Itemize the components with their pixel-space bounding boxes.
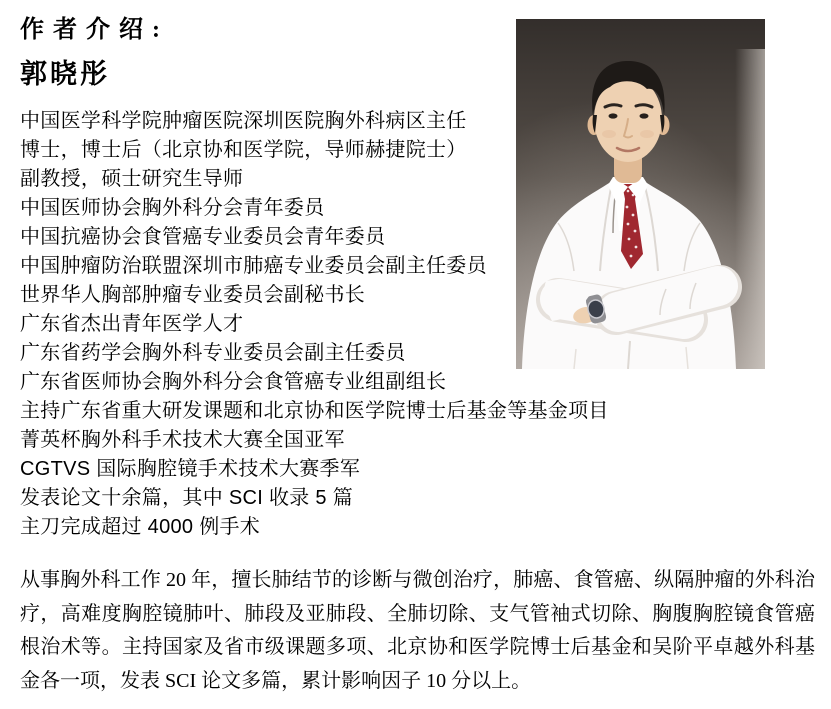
credential-item: 博士，博士后（北京协和医学院，导师赫捷院士） <box>20 139 467 161</box>
credential-item: 中国抗癌协会食管癌专业委员会青年委员 <box>20 226 386 248</box>
credential-item: 菁英杯胸外科手术技术大赛全国亚军 <box>20 429 345 451</box>
author-photo <box>516 19 765 369</box>
bio-paragraph: 从事胸外科工作 20 年，擅长肺结节的诊断与微创治疗，肺癌、食管癌、纵隔肿瘤的外科治疗，高难度胸腔镜肺叶、肺段及亚肺段、全肺切除、支气管袖式切除、胸腹胸腔镜食管癌根治术等。主持国家及省市级课题多项、北京协和医学院博士后基金和吴阶平卓越外科基金各一项，发表 SCI 论文多篇，累计影响因子 10 分以上。 <box>20 569 815 692</box>
eye-left <box>609 113 618 118</box>
credential-item: CGTVS 国际胸腔镜手术技术大赛季军 <box>20 458 361 480</box>
credential-item: 主刀完成超过 4000 例手术 <box>20 516 261 538</box>
crossed-arms <box>544 279 720 325</box>
page-title: 作者介绍: <box>20 17 169 43</box>
credential-item: 中国医学科学院肿瘤医院深圳医院胸外科病区主任 <box>20 110 467 132</box>
credential-item: 主持广东省重大研发课题和北京协和医学院博士后基金等基金项目 <box>20 400 609 422</box>
credential-item: 中国肿瘤防治联盟深圳市肺癌专业委员会副主任委员 <box>20 255 487 277</box>
credential-item: 广东省药学会胸外科专业委员会副主任委员 <box>20 342 406 364</box>
credential-item: 广东省杰出青年医学人才 <box>20 313 244 335</box>
credential-item: 副教授，硕士研究生导师 <box>20 168 244 190</box>
credential-item: 发表论文十余篇，其中 SCI 收录 5 篇 <box>20 487 353 509</box>
credential-item: 世界华人胸部肿瘤专业委员会副秘书长 <box>20 284 366 306</box>
author-photo-illustration <box>516 19 765 369</box>
credential-item: 广东省医师协会胸外科分会食管癌专业组副组长 <box>20 371 447 393</box>
eye-right <box>640 113 649 118</box>
author-name: 郭晓彤 <box>20 59 110 89</box>
credential-item: 中国医师协会胸外科分会青年委员 <box>20 197 325 219</box>
